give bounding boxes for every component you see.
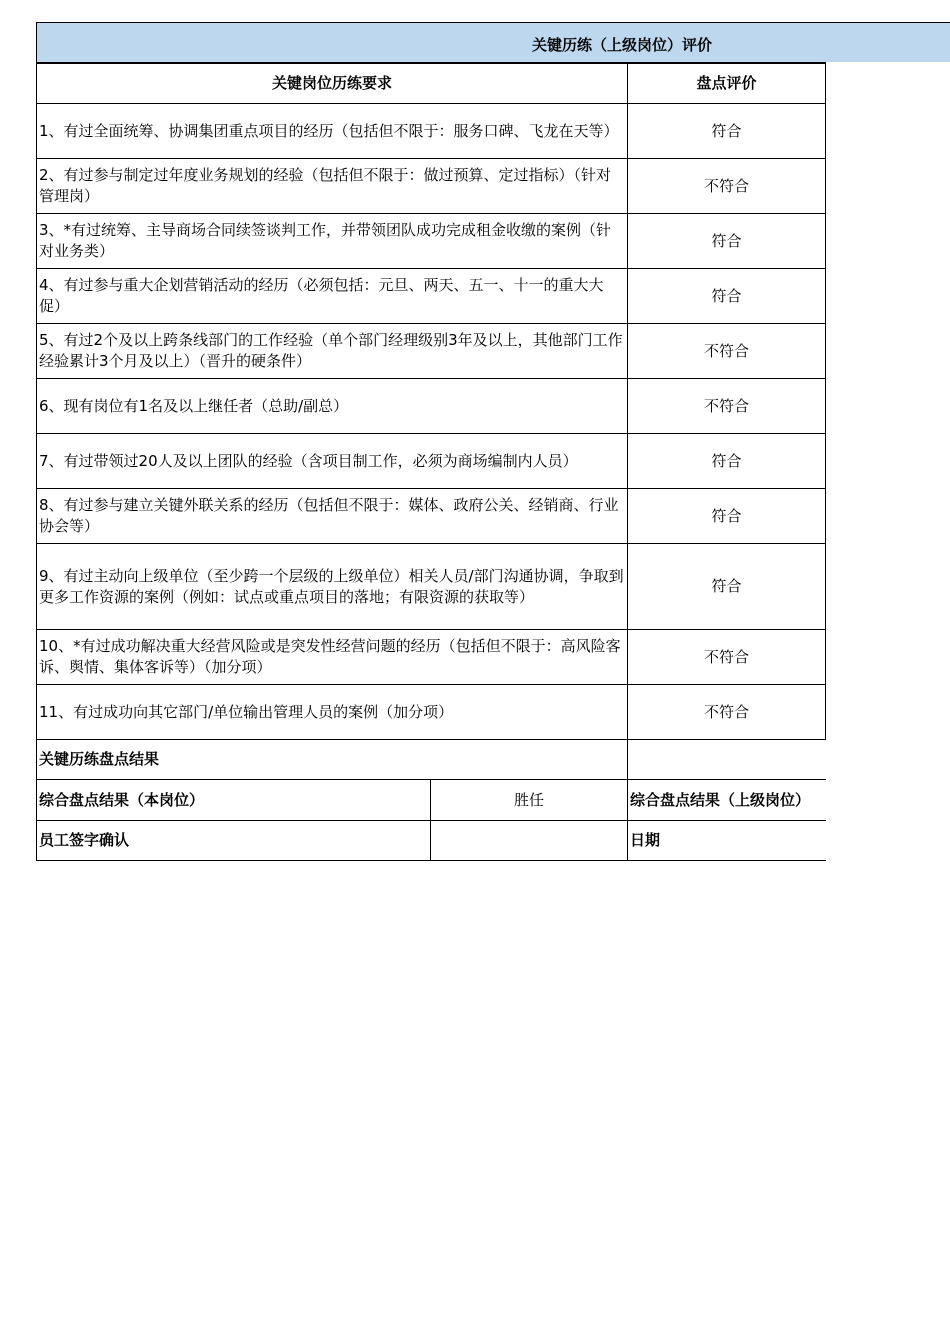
result-label: 关键历练盘点结果 [37,740,628,780]
overall-current-label: 综合盘点结果（本岗位） [37,780,431,821]
result-value-cell [628,740,826,780]
table-row [37,630,826,685]
table-row [37,685,826,740]
requirement-cell: 11、有过成功向其它部门/单位输出管理人员的案例（加分项） [37,685,628,740]
table-row [37,104,826,159]
evaluation-cell: 符合 [628,104,826,159]
table-row [37,324,826,379]
evaluation-cell: 不符合 [628,159,826,214]
table-row [37,379,826,434]
evaluation-column-header: 盘点评价 [628,63,826,104]
page-title: 关键历练（上级岗位）评价 [532,36,713,54]
evaluation-cell: 符合 [628,214,826,269]
evaluation-cell: 不符合 [628,324,826,379]
requirement-cell: 1、有过全面统筹、协调集团重点项目的经历（包括但不限于：服务口碑、飞龙在天等） [37,104,628,159]
evaluation-cell: 符合 [628,544,826,630]
overall-row [37,780,826,821]
table-row [37,489,826,544]
date-label: 日期 [628,821,826,861]
overall-superior-label: 综合盘点结果（上级岗位） [628,780,826,821]
requirement-cell: 6、现有岗位有1名及以上继任者（总助/副总） [37,379,628,434]
requirement-cell: 5、有过2个及以上跨条线部门的工作经验（单个部门经理级别3年及以上，其他部门工作经验累计3个月及以上）（晋升的硬条件） [37,324,628,379]
signature-row [37,821,826,861]
requirement-cell: 9、有过主动向上级单位（至少跨一个层级的上级单位）相关人员/部门沟通协调，争取到更多工作资源的案例（例如：试点或重点项目的落地；有限资源的获取等） [37,544,628,630]
header-row [37,63,826,104]
signature-label: 员工签字确认 [37,821,431,861]
table-row [37,434,826,489]
table-row [37,159,826,214]
evaluation-cell: 符合 [628,434,826,489]
signature-cell[interactable] [431,821,628,861]
title-bar [36,22,950,62]
table-row [37,544,826,630]
requirement-column-header: 关键岗位历练要求 [37,63,628,104]
evaluation-cell: 不符合 [628,379,826,434]
evaluation-cell: 符合 [628,489,826,544]
requirement-cell: 8、有过参与建立关键外联关系的经历（包括但不限于：媒体、政府公关、经销商、行业协会等） [37,489,628,544]
result-row [37,740,826,780]
evaluation-cell: 符合 [628,269,826,324]
overall-current-value: 胜任 [431,780,628,821]
evaluation-cell: 不符合 [628,630,826,685]
evaluation-table [36,62,826,861]
requirement-cell: 4、有过参与重大企划营销活动的经历（必须包括：元旦、两天、五一、十一的重大大促） [37,269,628,324]
requirement-cell: 10、*有过成功解决重大经营风险或是突发性经营问题的经历（包括但不限于：高风险客诉、舆情、集体客诉等）（加分项） [37,630,628,685]
table-row [37,214,826,269]
requirement-cell: 7、有过带领过20人及以上团队的经验（含项目制工作，必须为商场编制内人员） [37,434,628,489]
evaluation-cell: 不符合 [628,685,826,740]
requirement-cell: 3、*有过统筹、主导商场合同续签谈判工作，并带领团队成功完成租金收缴的案例（针对业务类） [37,214,628,269]
table-row [37,269,826,324]
requirement-cell: 2、有过参与制定过年度业务规划的经验（包括但不限于：做过预算、定过指标）（针对管理岗） [37,159,628,214]
